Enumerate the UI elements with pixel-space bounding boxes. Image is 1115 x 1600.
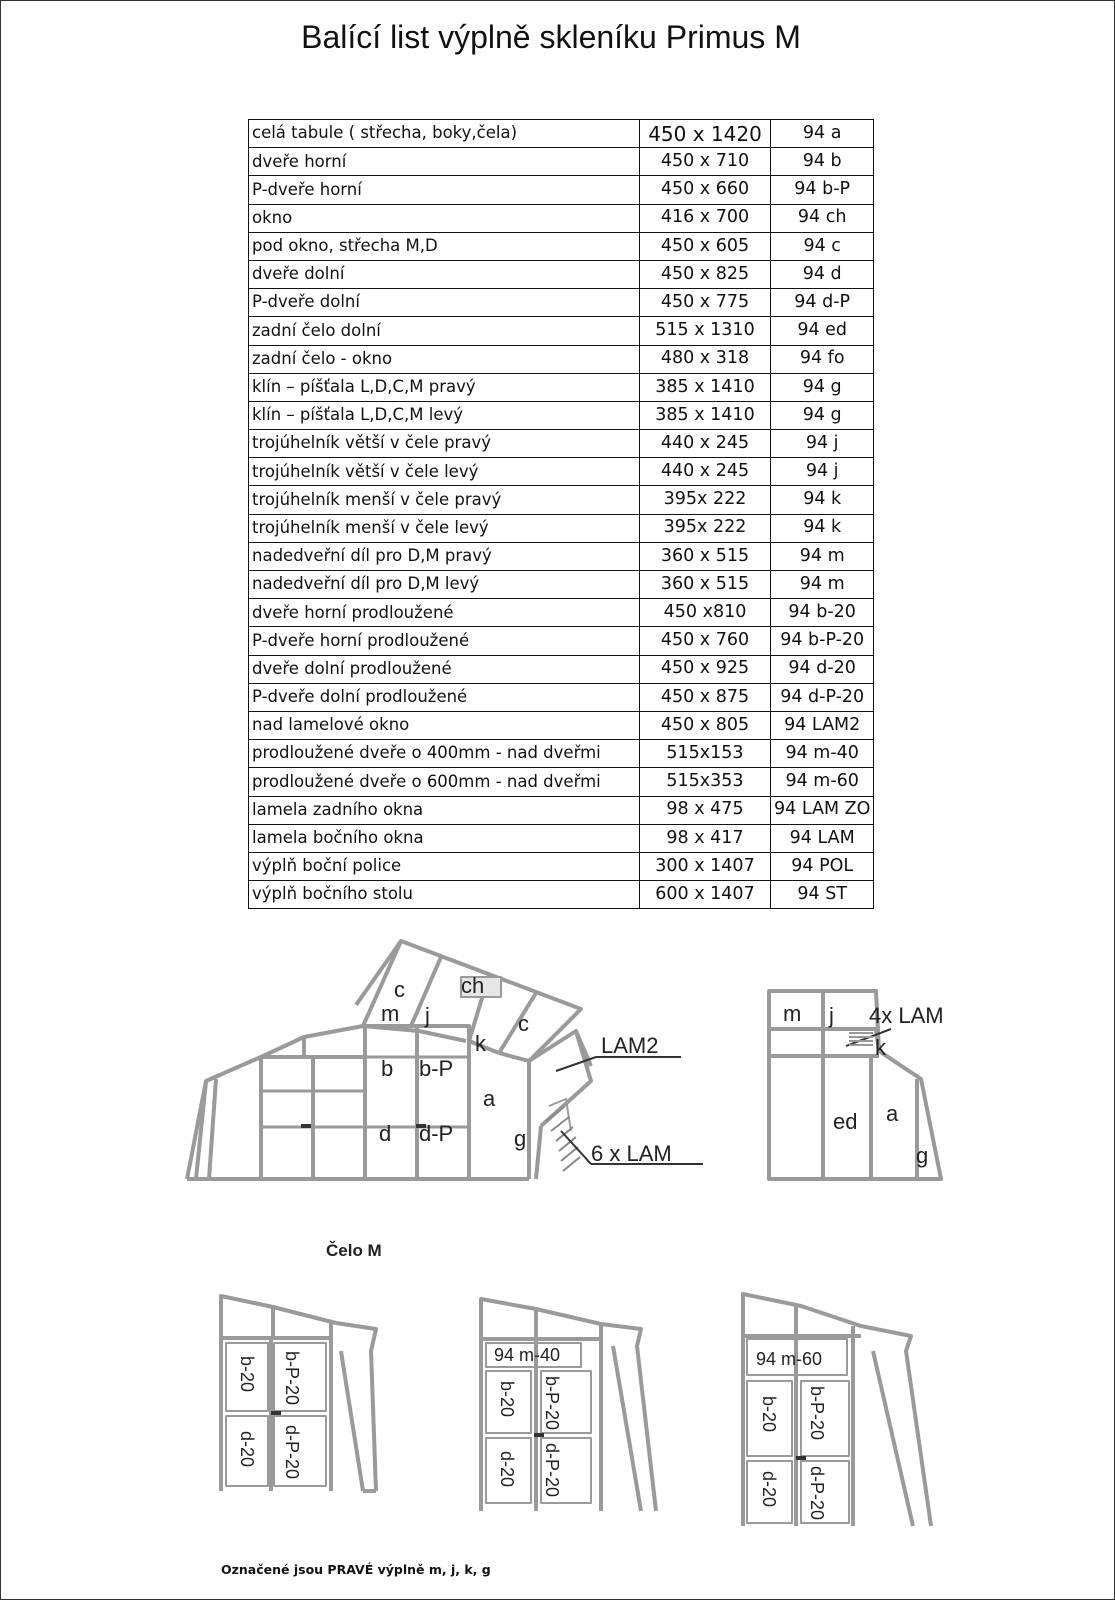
part-code-cell: 94 LAM ZO [771,796,874,824]
part-name-cell: výplň boční police [249,852,640,880]
table-row [249,430,874,458]
part-size-cell: 480 x 318 [640,345,771,373]
part-code-cell: 94 c [771,232,874,260]
part-code-cell: 94 m-40 [771,740,874,768]
part-code-cell: 94 b [771,148,874,176]
label-front-g: g [514,1126,527,1151]
part-code-cell: 94 fo [771,345,874,373]
label-e1-d20: d-20 [237,1431,257,1468]
part-size-cell: 450 x 760 [640,627,771,655]
part-code-cell: 94 d-P-20 [771,683,874,711]
part-name-cell: prodloužené dveře o 600mm - nad dveřmi [249,768,640,796]
part-size-cell: 450 x810 [640,599,771,627]
page-title: Balící list výplně skleníku Primus M [301,19,801,55]
table-row [249,796,874,824]
table-row [249,514,874,542]
part-code-cell: 94 d [771,260,874,288]
table-row [249,683,874,711]
table-row [249,317,874,345]
label-back-ed: ed [833,1109,858,1134]
part-name-cell: klín – píšťala L,D,C,M pravý [249,373,640,401]
label-front-c1: c [394,977,405,1002]
part-size-cell: 450 x 925 [640,655,771,683]
label-front-k: k [475,1031,486,1056]
part-size-cell: 450 x 660 [640,176,771,204]
part-size-cell: 450 x 1420 [640,120,771,148]
label-e2-b20: b-20 [497,1381,517,1418]
table-row [249,345,874,373]
table-row [249,148,874,176]
label-e3-d20: d-20 [759,1471,779,1508]
part-size-cell: 600 x 1407 [640,881,771,909]
part-code-cell: 94 k [771,514,874,542]
part-name-cell: nadedveřní díl pro D,M levý [249,571,640,599]
label-back-k: k [875,1035,886,1060]
part-size-cell: 416 x 700 [640,204,771,232]
table-row [249,232,874,260]
label-e3-top: 94 m-60 [756,1349,823,1369]
table-row [249,458,874,486]
table-row [249,120,874,148]
part-code-cell: 94 POL [771,852,874,880]
part-size-cell: 450 x 805 [640,711,771,739]
table-row [249,740,874,768]
part-name-cell: lamela zadního okna [249,796,640,824]
part-name-cell: dveře horní [249,148,640,176]
part-code-cell: 94 ch [771,204,874,232]
part-size-cell: 300 x 1407 [640,852,771,880]
part-name-cell: lamela bočního okna [249,824,640,852]
table-row [249,401,874,429]
part-size-cell: 515x353 [640,768,771,796]
label-back-m: m [783,1001,802,1026]
label-back-a: a [886,1101,899,1126]
part-name-cell: trojúhelník menší v čele pravý [249,486,640,514]
table-row [249,289,874,317]
part-size-cell: 360 x 515 [640,542,771,570]
part-size-cell: 450 x 875 [640,683,771,711]
table-row [249,373,874,401]
greenhouse-diagrams [1,931,1101,1551]
part-code-cell: 94 d-P [771,289,874,317]
label-front-6lam: 6 x LAM [591,1141,672,1166]
part-code-cell: 94 LAM2 [771,711,874,739]
part-name-cell: P-dveře horní [249,176,640,204]
part-name-cell: dveře horní prodloužené [249,599,640,627]
label-e2-bP20: b-P-20 [542,1376,562,1431]
label-front-c2: c [518,1011,529,1036]
part-name-cell: P-dveře horní prodloužené [249,627,640,655]
table-row [249,824,874,852]
part-code-cell: 94 j [771,430,874,458]
label-front-lam2: LAM2 [601,1033,659,1058]
label-front-d: d [379,1121,392,1146]
part-size-cell: 385 x 1410 [640,401,771,429]
part-size-cell: 440 x 245 [640,458,771,486]
part-size-cell: 98 x 417 [640,824,771,852]
section-label-celo-m: Čelo M [326,1241,382,1260]
part-name-cell: klín – píšťala L,D,C,M levý [249,401,640,429]
part-size-cell: 450 x 775 [640,289,771,317]
part-size-cell: 385 x 1410 [640,373,771,401]
label-e1-dP20: d-P-20 [282,1425,302,1480]
label-front-a: a [483,1086,496,1111]
part-name-cell: prodloužené dveře o 400mm - nad dveřmi [249,740,640,768]
table-row [249,711,874,739]
table-row [249,204,874,232]
part-size-cell: 440 x 245 [640,430,771,458]
part-name-cell: trojúhelník menší v čele levý [249,514,640,542]
part-size-cell: 395x 222 [640,486,771,514]
label-back-4lam: 4x LAM [869,1003,944,1028]
part-size-cell: 395x 222 [640,514,771,542]
part-name-cell: celá tabule ( střecha, boky,čela) [249,120,640,148]
part-code-cell: 94 b-20 [771,599,874,627]
label-back-j: j [829,1003,834,1028]
part-name-cell: dveře dolní prodloužené [249,655,640,683]
part-code-cell: 94 m-60 [771,768,874,796]
label-e1-bP20: b-P-20 [282,1351,302,1406]
label-front-b: b [381,1056,394,1081]
part-size-cell: 515x153 [640,740,771,768]
part-code-cell: 94 j [771,458,874,486]
part-name-cell: trojúhelník větší v čele pravý [249,430,640,458]
table-row [249,260,874,288]
part-name-cell: pod okno, střecha M,D [249,232,640,260]
part-name-cell: dveře dolní [249,260,640,288]
part-code-cell: 94 b-P [771,176,874,204]
part-code-cell: 94 g [771,401,874,429]
table-row [249,599,874,627]
label-front-ch: ch [461,973,485,998]
part-code-cell: 94 m [771,542,874,570]
label-e2-d20: d-20 [497,1451,517,1488]
label-e3-bP20: b-P-20 [807,1386,827,1441]
part-name-cell: nadedveřní díl pro D,M pravý [249,542,640,570]
table-row [249,881,874,909]
label-front-dP: d-P [419,1121,454,1146]
part-size-cell: 450 x 710 [640,148,771,176]
part-code-cell: 94 b-P-20 [771,627,874,655]
label-e3-dP20: d-P-20 [807,1466,827,1521]
label-e2-dP20: d-P-20 [542,1443,562,1498]
table-row [249,542,874,570]
table-row [249,768,874,796]
part-code-cell: 94 ST [771,881,874,909]
table-row [249,176,874,204]
part-name-cell: nad lamelové okno [249,711,640,739]
label-e2-top: 94 m-40 [494,1345,561,1365]
part-name-cell: trojúhelník větší v čele levý [249,458,640,486]
part-name-cell: výplň bočního stolu [249,881,640,909]
part-code-cell: 94 d-20 [771,655,874,683]
part-code-cell: 94 a [771,120,874,148]
table-row [249,571,874,599]
part-size-cell: 360 x 515 [640,571,771,599]
part-name-cell: P-dveře dolní [249,289,640,317]
part-name-cell: zadní čelo dolní [249,317,640,345]
table-row [249,852,874,880]
label-e1-b20: b-20 [237,1356,257,1393]
part-code-cell: 94 k [771,486,874,514]
parts-table [248,119,874,909]
part-name-cell: okno [249,204,640,232]
part-code-cell: 94 m [771,571,874,599]
label-front-bP: b-P [419,1056,454,1081]
table-row [249,655,874,683]
part-size-cell: 98 x 475 [640,796,771,824]
part-size-cell: 515 x 1310 [640,317,771,345]
label-front-j: j [425,1003,430,1028]
part-size-cell: 450 x 825 [640,260,771,288]
footer-note: Označené jsou PRAVÉ výplně m, j, k, g [221,1562,491,1577]
label-e3-b20: b-20 [759,1396,779,1433]
part-code-cell: 94 LAM [771,824,874,852]
label-back-g: g [916,1143,929,1168]
table-row [249,486,874,514]
part-code-cell: 94 g [771,373,874,401]
part-size-cell: 450 x 605 [640,232,771,260]
part-name-cell: P-dveře dolní prodloužené [249,683,640,711]
part-code-cell: 94 ed [771,317,874,345]
label-front-m: m [381,1001,400,1026]
table-row [249,627,874,655]
part-name-cell: zadní čelo - okno [249,345,640,373]
